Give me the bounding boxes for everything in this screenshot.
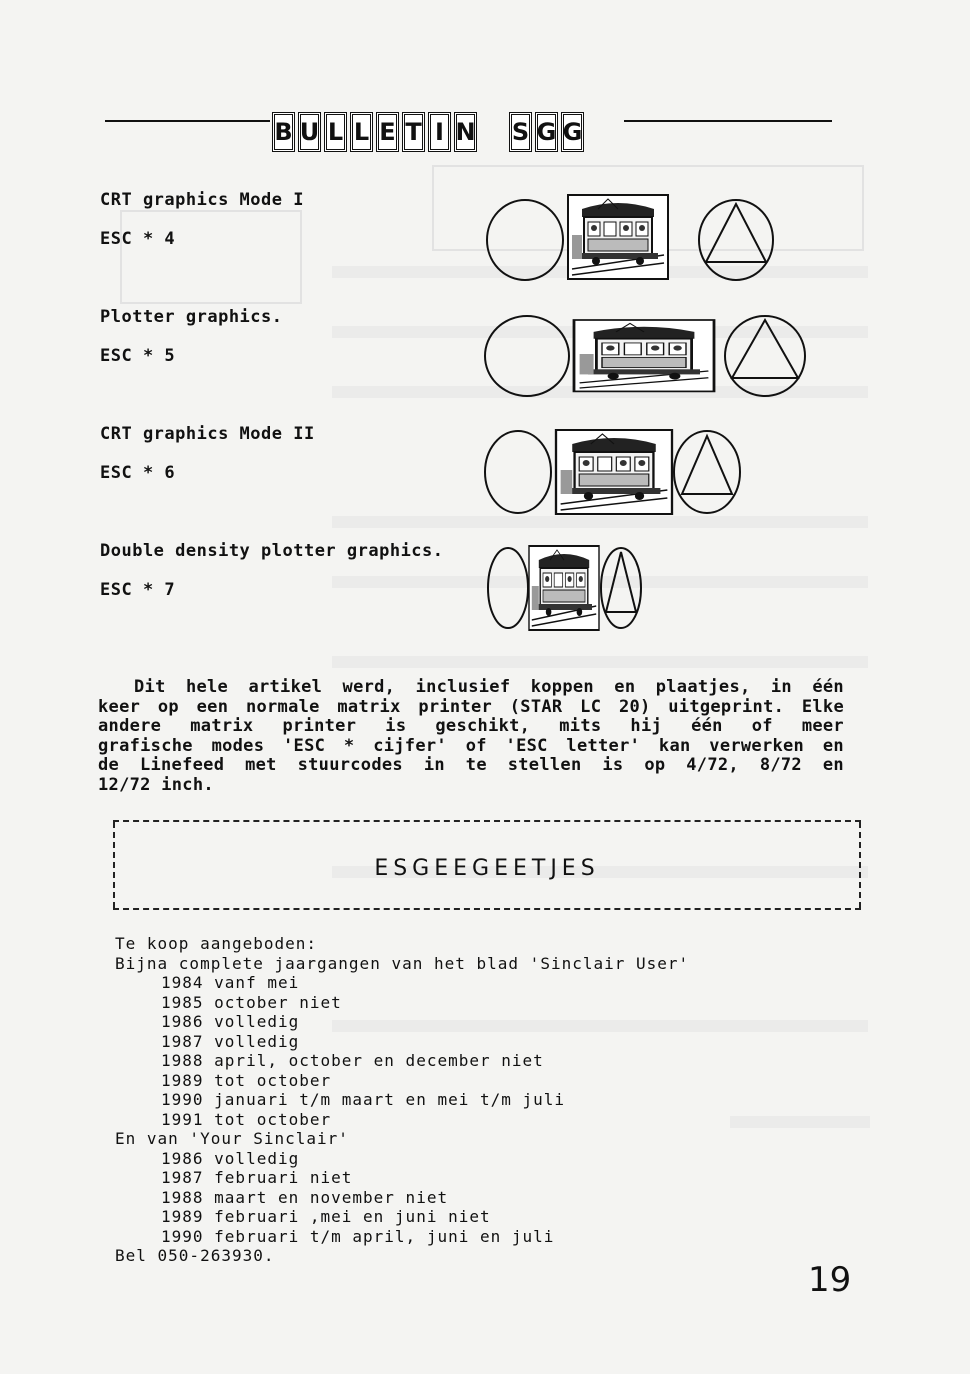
paragraph-word: meer xyxy=(801,716,844,736)
paragraph-word: stellen xyxy=(507,755,582,775)
mode-code: ESC * 6 xyxy=(100,463,176,483)
list-item: 1988 maart en november niet xyxy=(161,1187,449,1207)
list-item: 1986 volledig xyxy=(161,1148,300,1168)
paragraph-word: keer xyxy=(98,696,141,717)
logo-letter: E xyxy=(376,112,399,152)
mode-code: ESC * 7 xyxy=(100,580,176,600)
paragraph-word: Elke xyxy=(801,696,844,717)
paragraph-word: plaatjes, xyxy=(655,677,751,697)
paragraph-word: (STAR xyxy=(509,696,563,717)
paragraph-word: hij xyxy=(630,716,663,736)
mode-title: Double density plotter graphics. xyxy=(100,541,444,561)
section-title: ESGEEGEETJES xyxy=(374,856,600,881)
logo-letter: I xyxy=(428,112,451,152)
paragraph-word: Linefeed xyxy=(139,755,225,775)
paragraph-word: mits xyxy=(559,716,602,736)
article-paragraph xyxy=(98,678,844,795)
list-item: 1986 volledig xyxy=(161,1012,300,1031)
paragraph-word: hele xyxy=(185,677,229,697)
paragraph-word: matrix xyxy=(190,716,254,736)
list-item: 1987 februari niet xyxy=(161,1168,353,1187)
logo-letter: N xyxy=(454,112,477,152)
logo-letter: U xyxy=(298,112,321,152)
paragraph-word: en xyxy=(614,677,636,697)
paragraph-line xyxy=(98,756,844,776)
paragraph-word: letter' xyxy=(566,735,641,756)
logo-letter: T xyxy=(402,112,425,152)
paragraph-word: * xyxy=(343,735,355,756)
list-item: 1990 februari t/m april, juni en juli xyxy=(161,1226,555,1246)
paragraph-word: andere xyxy=(98,716,162,736)
list-item: 1989 tot october xyxy=(161,1070,332,1090)
paragraph-word: stuurcodes xyxy=(297,755,403,775)
paragraph-word: op xyxy=(644,755,666,775)
paragraph-word: LC xyxy=(580,696,602,717)
paragraph-word: uitgeprint. xyxy=(668,696,785,717)
paragraph-word: verwerken xyxy=(709,735,805,756)
bleed-through-line xyxy=(730,1116,870,1128)
mode-title: Plotter graphics. xyxy=(100,307,283,327)
ad-phone: Bel 050-263930. xyxy=(115,1246,275,1265)
ad-intro: En van 'Your Sinclair' xyxy=(115,1129,349,1148)
ad-intro: Bijna complete jaargangen van het blad 'Sinclair User' xyxy=(115,953,690,973)
paragraph-word: 20) xyxy=(618,696,651,717)
paragraph-word: en xyxy=(822,735,844,756)
paragraph-word: is xyxy=(385,716,407,736)
logo-letter: L xyxy=(324,112,347,152)
paragraph-word: één xyxy=(812,677,844,697)
paragraph-word: geschikt, xyxy=(435,716,531,736)
list-item: 1987 volledig xyxy=(161,1031,300,1051)
paragraph-word: de xyxy=(98,755,120,775)
ad-heading: Te koop aangeboden: xyxy=(115,934,318,953)
paragraph-line xyxy=(98,737,844,757)
paragraph-word: of xyxy=(465,735,487,756)
logo-letter: L xyxy=(350,112,373,152)
paragraph-word: 'ESC xyxy=(505,735,548,756)
paragraph-word: inclusief xyxy=(415,677,511,697)
list-item: 1988 april, october en december niet xyxy=(161,1051,544,1070)
logo-letter: B xyxy=(272,112,295,152)
paragraph-word: normale xyxy=(245,696,320,717)
classified-ad xyxy=(115,934,689,1266)
mode-title: CRT graphics Mode I xyxy=(100,190,304,210)
mode-code: ESC * 5 xyxy=(100,346,176,366)
logo-letter: G xyxy=(561,112,584,152)
tram-illustrations xyxy=(0,0,970,680)
paragraph-word: één xyxy=(691,716,723,736)
paragraph-word: printer xyxy=(282,716,357,736)
list-item: 1991 tot october xyxy=(161,1109,332,1129)
paragraph-word: matrix xyxy=(337,696,401,717)
paragraph-word: met xyxy=(245,755,277,775)
paragraph-word: 'ESC xyxy=(283,735,326,756)
paragraph-line: 12/72 inch. xyxy=(98,774,214,795)
paragraph-line xyxy=(98,717,844,737)
paragraph-word: en xyxy=(822,755,844,775)
paragraph-word: in xyxy=(423,755,445,775)
paragraph-word: een xyxy=(196,696,229,717)
mode-code: ESC * 4 xyxy=(100,229,176,249)
paragraph-word: Dit xyxy=(134,677,166,697)
paragraph-word: op xyxy=(157,696,179,717)
list-item: 1990 januari t/m maart en mei t/m juli xyxy=(161,1090,566,1109)
list-item: 1984 vanf mei xyxy=(161,973,300,992)
paragraph-word: modes xyxy=(211,735,265,756)
paragraph-word: artikel xyxy=(248,677,323,697)
paragraph-word: 4/72, xyxy=(686,755,739,775)
paragraph-word: te xyxy=(465,755,487,775)
paragraph-word: of xyxy=(751,716,773,736)
paragraph-word: grafische xyxy=(98,735,193,756)
paragraph-line xyxy=(98,698,844,718)
paragraph-word: kan xyxy=(658,735,691,756)
paragraph-word: 8/72 xyxy=(759,755,802,775)
mode-title: CRT graphics Mode II xyxy=(100,424,315,444)
list-item: 1989 februari ,mei en juni niet xyxy=(161,1207,491,1226)
paragraph-word: cijfer' xyxy=(373,735,447,756)
list-item: 1985 october niet xyxy=(161,992,342,1012)
paragraph-word: in xyxy=(770,677,792,697)
paragraph-word: koppen xyxy=(530,677,594,697)
paragraph-word: is xyxy=(602,755,624,775)
page-number: 19 xyxy=(808,1260,852,1300)
paragraph-word: werd, xyxy=(342,677,396,697)
paragraph-word: printer xyxy=(418,696,493,717)
logo-letter: S xyxy=(509,112,532,152)
section-frame xyxy=(113,820,861,910)
paragraph-line xyxy=(98,678,844,698)
logo-letter: G xyxy=(535,112,558,152)
